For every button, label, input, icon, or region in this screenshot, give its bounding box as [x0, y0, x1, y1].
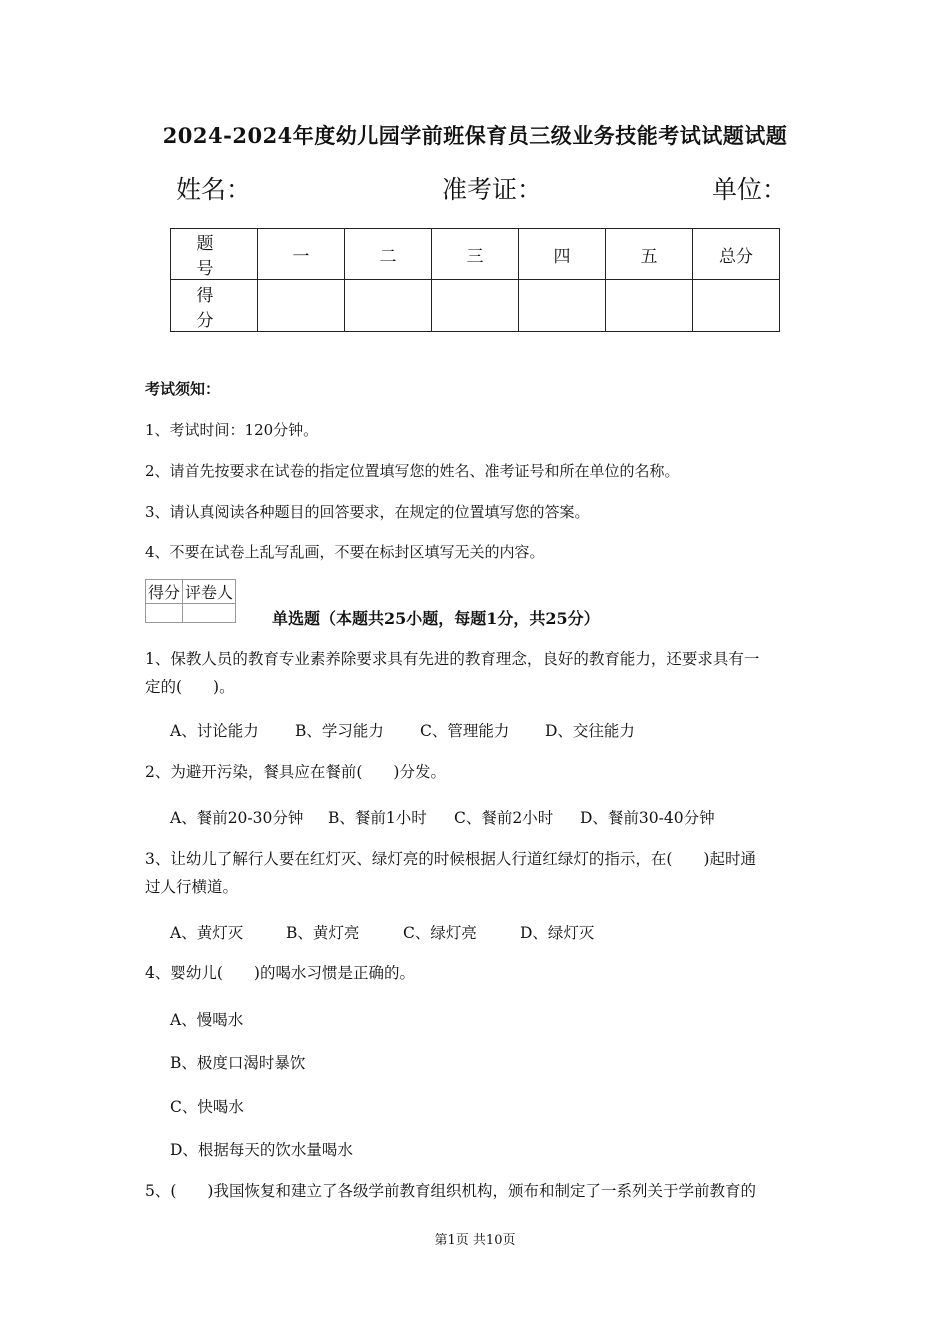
score-table-header-cell: 二 [345, 229, 432, 280]
exam-number-field-label: 准考证： [442, 175, 543, 204]
option-b[interactable]: B、黄灯亮 [286, 924, 360, 942]
question-text: 2、为避开污染，餐具应在餐前( )分发。 [145, 763, 446, 781]
note-item: 2、请首先按要求在试卷的指定位置填写您的姓名、准考证号和所在单位的名称。 [145, 462, 680, 480]
question-text-continued: 定的( )。 [145, 678, 235, 696]
score-input-cell[interactable] [519, 280, 606, 332]
option-b[interactable]: B、学习能力 [295, 722, 384, 740]
section-heading: 单选题（本题共25小题，每题1分，共25分） [272, 609, 600, 628]
page-footer: 第1页 共10页 [434, 1233, 516, 1248]
score-table-header-cell: 一 [258, 229, 345, 280]
option-d[interactable]: D、餐前30-40分钟 [580, 809, 715, 827]
note-item: 3、请认真阅读各种题目的回答要求，在规定的位置填写您的答案。 [145, 503, 590, 521]
option-c[interactable]: C、绿灯亮 [403, 924, 477, 942]
score-table-header-row [171, 229, 780, 280]
document-title: 2024-2024年度幼儿园学前班保育员三级业务技能考试试题试题 [162, 123, 788, 148]
option-d[interactable]: D、根据每天的饮水量喝水 [170, 1141, 353, 1159]
option-a[interactable]: A、黄灯灭 [170, 924, 244, 942]
question-text: 5、( )我国恢复和建立了各级学前教育组织机构，颁布和制定了一系列关于学前教育的 [145, 1182, 756, 1200]
option-a[interactable]: A、餐前20-30分钟 [170, 809, 304, 827]
option-a[interactable]: A、慢喝水 [170, 1011, 244, 1029]
question-text: 1、保教人员的教育专业素养除要求具有先进的教育理念，良好的教育能力，还要求具有一 [145, 650, 760, 668]
score-input-cell[interactable] [345, 280, 432, 332]
grader-name-cell[interactable] [183, 604, 236, 623]
option-c[interactable]: C、管理能力 [420, 722, 510, 740]
note-item: 4、不要在试卷上乱写乱画，不要在标封区填写无关的内容。 [145, 543, 545, 561]
option-d[interactable]: D、交往能力 [545, 722, 635, 740]
score-table-header-cell: 三 [432, 229, 519, 280]
note-item: 1、考试时间：120分钟。 [145, 421, 319, 439]
score-input-cell[interactable] [693, 280, 780, 332]
score-table [170, 228, 780, 332]
name-field-label: 姓名： [176, 175, 252, 204]
score-table-header-cell: 五 [606, 229, 693, 280]
option-c[interactable]: C、餐前2小时 [454, 809, 554, 827]
unit-field-label: 单位： [712, 175, 788, 204]
score-table-header-cell: 总分 [693, 229, 780, 280]
score-input-cell[interactable] [606, 280, 693, 332]
question-text-continued: 过人行横道。 [145, 878, 239, 896]
score-input-cell[interactable] [432, 280, 519, 332]
option-c[interactable]: C、快喝水 [170, 1098, 244, 1116]
score-input-cell[interactable] [258, 280, 345, 332]
option-d[interactable]: D、绿灯灭 [520, 924, 595, 942]
score-table-score-row [171, 280, 780, 332]
question-text: 3、让幼儿了解行人要在红灯灭、绿灯亮的时候根据人行道红绿灯的指示，在( )起时通 [145, 850, 756, 868]
score-table-header-cell: 四 [519, 229, 606, 280]
score-table-header-cell: 题 号 [171, 229, 258, 280]
grader-score-label: 得分 [146, 580, 183, 604]
question-text: 4、婴幼儿( )的喝水习惯是正确的。 [145, 964, 415, 982]
option-b[interactable]: B、餐前1小时 [328, 809, 427, 827]
grader-name-label: 评卷人 [183, 580, 236, 604]
grader-table [145, 579, 236, 623]
grader-score-cell[interactable] [146, 604, 183, 623]
option-b[interactable]: B、极度口渴时暴饮 [170, 1054, 306, 1072]
option-a[interactable]: A、讨论能力 [170, 722, 259, 740]
notes-title: 考试须知： [145, 380, 221, 398]
score-row-label: 得 分 [171, 280, 258, 332]
